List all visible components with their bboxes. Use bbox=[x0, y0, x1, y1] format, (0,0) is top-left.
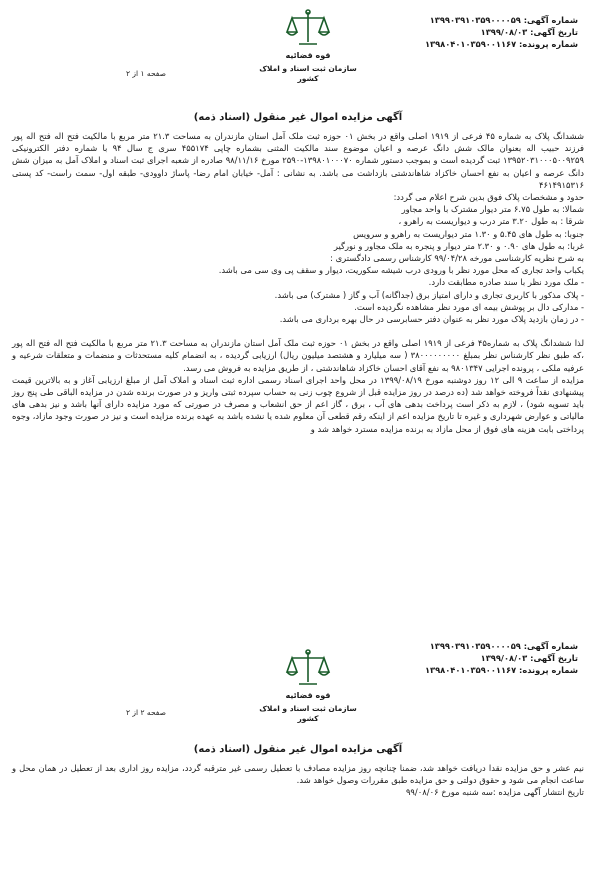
page-2 bbox=[0, 632, 596, 872]
ad-meta bbox=[425, 14, 578, 50]
paragraph: لذا ششدانگ پلاک به شماره۴۵ فرعی از ۱۹۱۹ اصلی واقع در بخش ۰۱ حوزه ثبت ملک آمل استان مازندران به مساحت ۲۱.۳ متر مربع با مالکیت فتح اله فتح اله پور ،که طبق نظر کارشناس نظر بمبلغ ۳۸۰۰۰۰۰۰۰۰۰ ( سه میلیارد و هشتصد میلیون ریال) ارزیابی گردیده ، به انضمام کلیه مستحدثات و منضمات و متعلقات شرعیه و عرفیه ملکی ، پرونده اجرایی ۹۸۰۱۳۴۷ به نفع آقای احسان خاکزاد شاهاندشتی ، از طریق مزایده به فروش می رسد. bbox=[12, 338, 585, 373]
page-title: آگهی مزایده اموال غیر منقول (اسناد ذمه) bbox=[193, 112, 403, 123]
ad-meta bbox=[425, 640, 578, 676]
judiciary-label: قوه قضائیه bbox=[285, 691, 331, 700]
page-title: آگهی مزایده اموال غیر منقول (اسناد ذمه) bbox=[193, 744, 403, 755]
ad-date: تاریخ آگهی: ۱۳۹۹/۰۸/۰۳ bbox=[480, 653, 578, 663]
paragraph: مزایده از ساعت ۹ الی ۱۲ روز دوشنبه مورخ ۱۳۹۹/۰۸/۱۹ در محل واحد اجرای اسناد رسمی اداره ثبت اسناد و املاک آمل از مبلغ ارزیابی آغاز و به بالاترین قیمت پیشنهادی نقداً فروخته خواهد شد (ده درصد در روز مزایده قبل از شروع چوب زنی به حساب سپرده ثبتی واریز و در صورت برنده شدن در مزایده الباقی طی پنج روز باید تسویه شود) ، لازم به ذکر است پرداخت بدهی های آب ، برق ، گاز اعم از حق انشعاب و مصرف در صورتی که مورد مزایده دارای آنها باشد و نیز بدهی های مالیاتی و عوارض شهرداری و غیره تا تاریخ مزایده اعم از اینکه رقم قطعی آن معلوم شده یا نشده باشد به عهده برنده مزایده است و نیز در صورت وجود مازاد، وجوه پرداختی بابت هزینه های فوق از محل مازاد به برنده مزایده مسترد خواهد شد و bbox=[12, 374, 585, 434]
document-body bbox=[12, 130, 584, 435]
paragraph: نیم عشر و حق مزایده نقدا دریافت خواهد شد، ضمنا چنانچه روز مزایده مصادف با تعطیل رسمی غیر مترقبه گردد، مزایده روز اداری بعد از تعطیل در همان محل و ساعت انجام می شود و حقوق دولتی و حق مزایده طبق مقررات وصول خواهد شد. bbox=[12, 763, 584, 786]
paragraph: حدود و مشخصات پلاک فوق بدین شرح اعلام می گردد: bbox=[393, 192, 584, 203]
document-body bbox=[12, 762, 584, 799]
ad-date: تاریخ آگهی: ۱۳۹۹/۰۸/۰۳ bbox=[480, 27, 578, 37]
ad-number: شماره آگهی: ۱۳۹۹۰۳۹۱۰۳۵۹۰۰۰۰۵۹ bbox=[429, 641, 578, 651]
page-number: صفحه ۱ از ۲ bbox=[126, 69, 166, 78]
list-item: - ملک مورد نظر با سند صادره مطابقت دارد. bbox=[428, 277, 584, 288]
list-item: - در زمان بازدید پلاک مورد نظر به عنوان دفتر حسابرسی در حال بهره برداری می باشد. bbox=[279, 314, 584, 325]
scales-of-justice-icon bbox=[285, 648, 331, 690]
judiciary-label: قوه قضائیه bbox=[285, 51, 331, 60]
org-name: سازمان ثبت اسناد و املاک کشور bbox=[259, 704, 357, 723]
list-item: - پلاک مذکور با کاربری تجاری و دارای امتیاز برق (جداگانه) آب و گاز ( مشترک) می باشد. bbox=[274, 289, 584, 300]
ad-number: شماره آگهی: ۱۳۹۹۰۳۹۱۰۳۵۹۰۰۰۰۵۹ bbox=[429, 15, 578, 25]
paragraph: به شرح نظریه کارشناسی مورخه ۹۹/۰۴/۲۸ کارشناس رسمی دادگستری : bbox=[330, 253, 584, 264]
boundary-east: شرقا : به طول ۳.۲۰ متر درب و دیواریست به راهرو ، bbox=[398, 216, 584, 227]
boundary-north: شمالا: به طول ۶.۷۵ متر دیوار مشترک با واحد مجاور bbox=[401, 204, 584, 215]
scales-of-justice-icon bbox=[285, 8, 331, 50]
org-name: سازمان ثبت اسناد و املاک کشور bbox=[259, 64, 357, 83]
judiciary-emblem bbox=[259, 648, 357, 723]
file-number: شماره پرونده: ۱۳۹۸۰۴۰۱۰۳۵۹۰۰۱۱۶۷ bbox=[424, 39, 578, 49]
list-item: - مدارکی دال بر پوشش بیمه ای مورد نظر مشاهده نگردیده است. bbox=[354, 301, 584, 312]
page-number: صفحه ۲ از ۲ bbox=[126, 708, 166, 717]
paragraph: ششدانگ پلاک به شماره ۴۵ فرعی از ۱۹۱۹ اصلی واقع در بخش ۰۱ حوزه ثبت ملک آمل استان مازندران به مساحت ۲۱.۳ متر مربع با مالکیت فتح اله فتح اله پور فرزند حبیب اله بعنوان مالک شش دانگ عرصه و اعیان موضوع سند مالکیت المثنی بشماره چاپی ۴۵۵۱۷۴ سری ج سال ۹۴ با شماره دفتر الکترونیکی ۱۳۹۵۲۰۳۱۰۰۰۵۰۰۹۲۵۹ ثبت گردیده است و بموجب دستور شماره ۱۳۹۸۰۱۰۰۰۷۰-۲۵۹۰ مورخ ۹۸/۱۱/۱۶ صادره از شعبه اجرای ثبت اسناد و املاک آمل به میزان شش دانگ عرصه و اعیان به نفع احسان خاکزاد شاهاندشتی بازداشت می باشد. به نشانی : آمل- خیابان امام رضا- پاساژ داوودی- طبقه اول- سمت راست- کد پستی ۴۶۱۴۹۱۵۳۱۶ bbox=[12, 131, 585, 190]
boundary-south: جنوبا: به طول های ۵.۴۵ و ۱.۳۰ متر دیواریست به راهرو و سرویس bbox=[353, 228, 584, 239]
boundary-west: غربا: به طول های ۰.۹۰ و ۲.۳۰ متر دیوار و پنجره به ملک مجاور و نورگیر bbox=[333, 240, 584, 251]
judiciary-emblem bbox=[259, 8, 357, 83]
publication-date: تاریخ انتشار آگهی مزایده :سه شنبه مورخ ۹۹/۰۸/۰۶ bbox=[405, 787, 584, 798]
file-number: شماره پرونده: ۱۳۹۸۰۴۰۱۰۳۵۹۰۰۱۱۶۷ bbox=[424, 665, 578, 675]
paragraph: یکباب واحد تجاری که محل مورد نظر با ورودی درب شیشه سکوریت، دیوار و سقف پی وی سی می باشد. bbox=[218, 265, 584, 276]
